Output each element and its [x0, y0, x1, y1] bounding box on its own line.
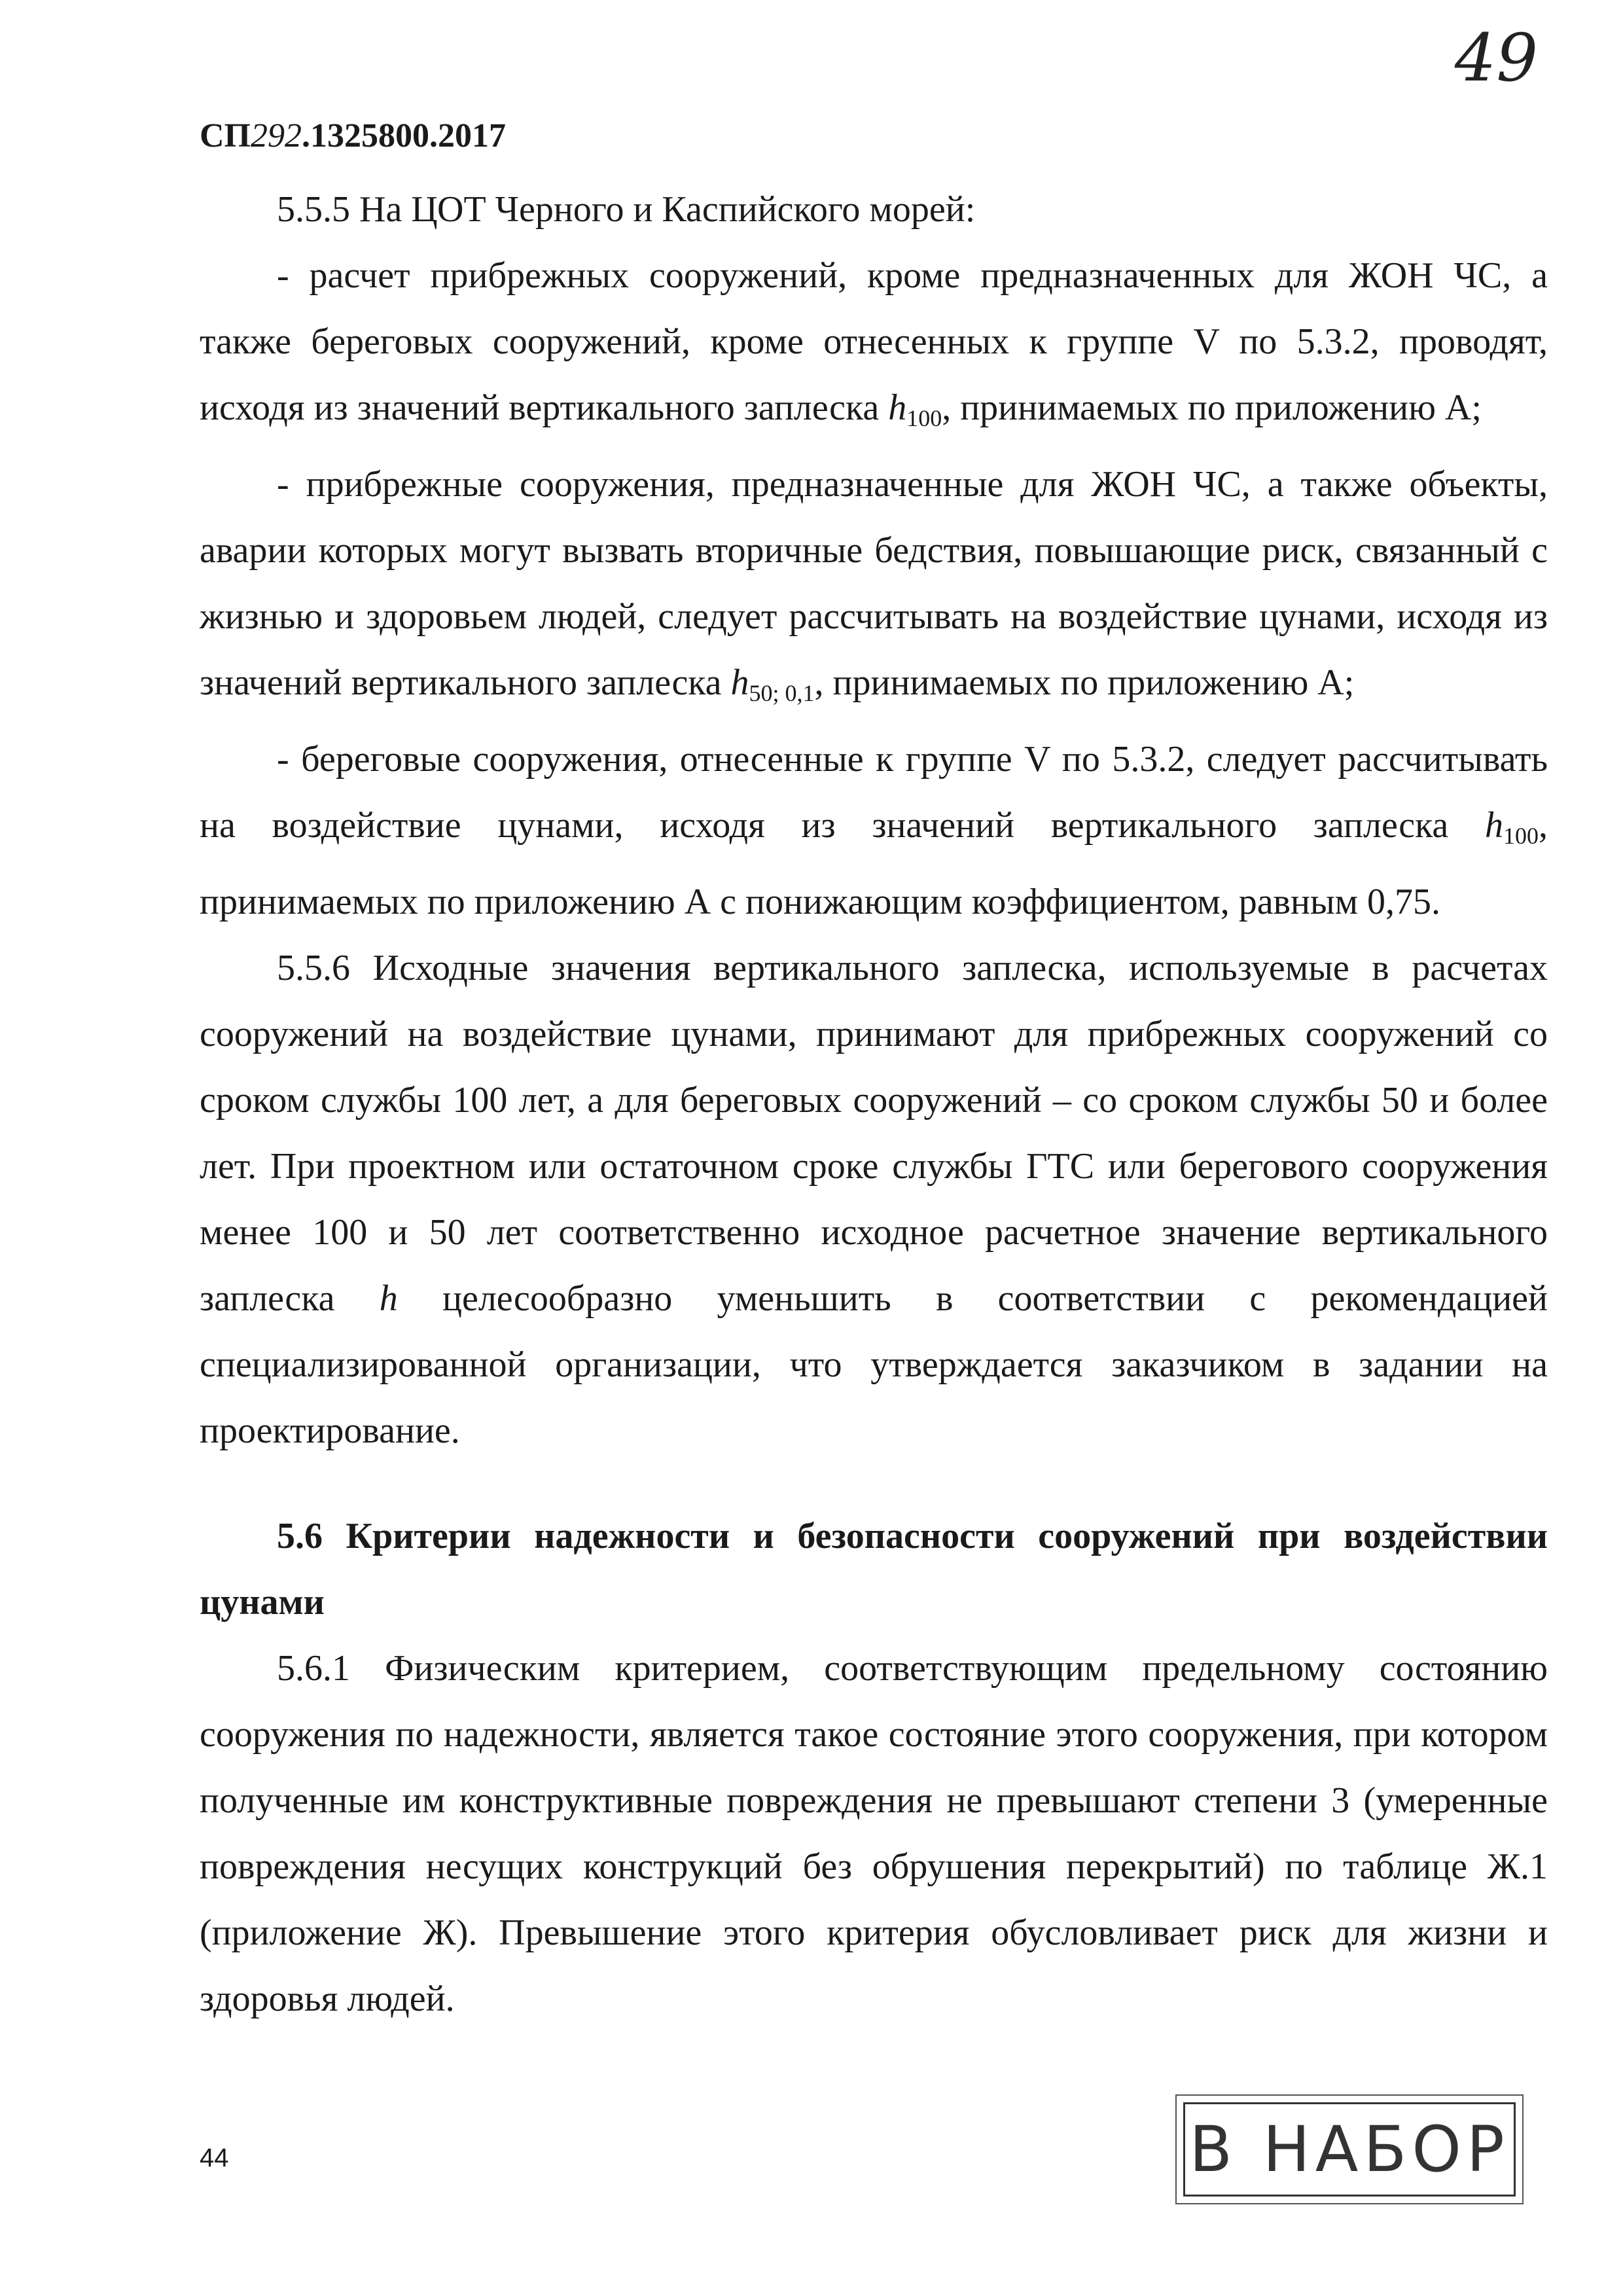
handwritten-page-number: 49 [1454, 20, 1538, 96]
page-number: 44 [200, 2144, 229, 2172]
document-code [200, 117, 506, 155]
clause-5-5-6-text-b: целесообразно уменьшить в соответствии с рекомендацией специализированной организации, что утверждается заказчиком в задании на проектирование. [200, 1278, 1548, 1451]
clause-5-5-5-item-2 [200, 452, 1548, 726]
main-text [200, 177, 1548, 2032]
item-2-text-a: - прибрежные сооружения, предназначенные для ЖОН ЧС, а также объекты, аварии которых могут вызвать вторичные бедствия, повышающие риск, связанный с жизнью и здоровьем людей, следует рассчитывать на воздействие цунами, исходя из значений вертикального заплеска [200, 464, 1548, 703]
item-3-subscript: 100 [1503, 823, 1539, 849]
clause-5-5-6-symbol: h [379, 1278, 398, 1319]
item-3-text-b: , принимаемых по приложению А с понижающим коэффициентом, равным 0,75. [200, 805, 1548, 922]
section-5-6-heading: 5.6 Критерии надежности и безопасности сооружений при воздействии цунами [200, 1516, 1548, 1623]
clause-5-5-5-item-1 [200, 243, 1548, 452]
clause-5-5-6-text-a: 5.5.6 Исходные значения вертикального заплеска, используемые в расчетах сооружений на воздействие цунами, принимают для прибрежных сооружений со сроком службы 100 лет, а для береговых сооружений – со сроком службы 50 и более лет. При проектном или остаточном сроке службы ГТС или берегового сооружения менее 100 и 50 лет соответственно исходное расчетное значение вертикального заплеска [200, 948, 1548, 1319]
item-3-text-a: - береговые сооружения, отнесенные к группе V по 5.3.2, следует рассчитывать на воздействие цунами, исходя из значений вертикального заплеска [200, 739, 1548, 846]
clause-5-5-6 [200, 935, 1548, 1464]
item-2-text-b: , принимаемых по приложению А; [814, 662, 1355, 703]
item-3-symbol: h [1485, 805, 1503, 846]
item-1-symbol: h [888, 387, 907, 428]
item-1-text-b: , принимаемых по приложению А; [942, 387, 1482, 428]
item-2-subscript: 50; 0,1 [749, 680, 815, 706]
clause-5-6-1: 5.6.1 Физическим критерием, соответствующим предельному состоянию сооружения по надежности, является такое состояние этого сооружения, при котором полученные им конструктивные повреждения не превышают степени 3 (умеренные повреждения несущих конструкций без обрушения перекрытий) по таблице Ж.1 (приложение Ж). Превышение этого критерия обусловливает риск для жизни и здоровья людей. [200, 1648, 1548, 2019]
doc-code-suffix: .1325800.2017 [302, 117, 506, 154]
item-1-text-a: - расчет прибрежных сооружений, кроме предназначенных для ЖОН ЧС, а также береговых сооружений, кроме отнесенных к группе V по 5.3.2, проводят, исходя из значений вертикального заплеска [200, 255, 1548, 428]
stamp: В НАБОР [1183, 2102, 1516, 2197]
doc-code-handwritten: 292 [251, 117, 302, 154]
clause-5-5-5-title: 5.5.5 На ЦОТ Черного и Каспийского морей: [277, 189, 976, 230]
doc-code-prefix: СП [200, 117, 251, 154]
clause-5-5-5-item-3 [200, 726, 1548, 935]
item-1-subscript: 100 [906, 405, 942, 431]
item-2-symbol: h [730, 662, 749, 703]
